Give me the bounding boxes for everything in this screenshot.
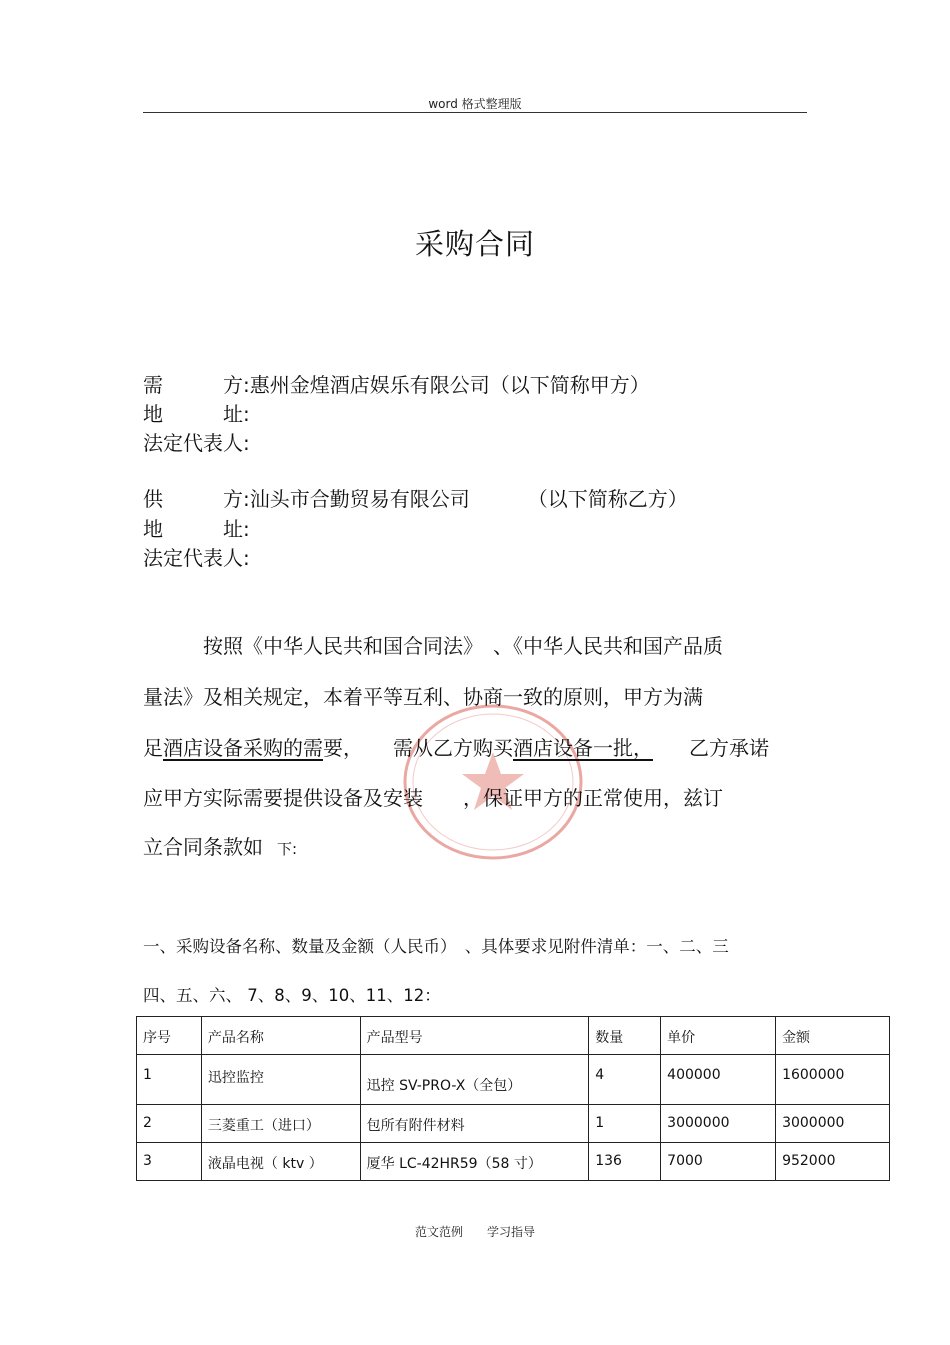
table-cell: 1: [137, 1055, 202, 1105]
table-cell: 7000: [661, 1143, 776, 1181]
seller-party-value: 汕头市合勤贸易有限公司: [249, 487, 470, 511]
seller-party-suffix: （以下简称乙方）: [527, 487, 688, 511]
table-row: [137, 1105, 890, 1143]
preamble-line-3-a: 足: [143, 736, 163, 760]
table-cell: 包所有附件材料: [360, 1105, 589, 1143]
preamble-line-5: [143, 831, 297, 860]
seller-rep-line: [143, 542, 250, 571]
preamble-line-3-e: 乙方承诺: [689, 736, 769, 760]
table-cell: 1: [589, 1105, 661, 1143]
buyer-rep-key: 法定代表人:: [143, 431, 250, 455]
seller-party-line: [143, 483, 688, 512]
table-cell: 厦华 LC-42HR59（58 寸）: [360, 1143, 589, 1181]
header-rule: [143, 112, 807, 113]
preamble-line-5-small: 下:: [277, 840, 298, 858]
page-header: word 格式整理版: [428, 97, 522, 111]
seller-address-line: [143, 513, 250, 542]
equipment-table: [136, 1016, 890, 1181]
buyer-address-key: 地 址:: [143, 402, 250, 426]
table-cell: 2: [137, 1105, 202, 1143]
preamble-line-3-underlined-2: 酒店设备一批，: [513, 736, 653, 760]
buyer-party-line: [143, 369, 650, 398]
table-row: [137, 1143, 890, 1181]
preamble-line-5-main: 立合同条款如: [143, 835, 263, 859]
header-cell: 产品型号: [360, 1017, 589, 1055]
header-cell: 序号: [137, 1017, 202, 1055]
buyer-address-line: [143, 398, 250, 427]
table-cell: 3000000: [776, 1105, 890, 1143]
table-cell: 迅控监控: [201, 1055, 360, 1105]
table-cell: 3: [137, 1143, 202, 1181]
table-row: [137, 1055, 890, 1105]
section-1-line-2: 四、五、六、 7、8、9、10、11、12：: [143, 986, 441, 1005]
table-cell: 4: [589, 1055, 661, 1105]
header-cell: 产品名称: [201, 1017, 360, 1055]
preamble-line-2: 量法》及相关规定，本着平等互利、协商一致的原则，甲方为满: [143, 685, 703, 709]
buyer-party-value: 惠州金煌酒店娱乐有限公司（以下简称甲方）: [249, 373, 650, 397]
table-cell: 三菱重工（进口）: [201, 1105, 360, 1143]
seller-party-key: 供 方:: [143, 487, 250, 511]
table-header-row: [137, 1017, 890, 1055]
table-cell: 136: [589, 1143, 661, 1181]
table-cell: 液晶电视（ ktv ）: [201, 1143, 360, 1181]
preamble-line-3-c: 要， 需从乙方购买: [323, 736, 513, 760]
table-cell: 1600000: [776, 1055, 890, 1105]
preamble-line-3-underlined-1: 酒店设备采购的需: [163, 736, 323, 760]
seller-rep-key: 法定代表人:: [143, 546, 250, 570]
header-cell: 单价: [661, 1017, 776, 1055]
table-cell: 迅控 SV-PRO-X（全包）: [360, 1055, 589, 1105]
header-cell: 金额: [776, 1017, 890, 1055]
buyer-party-key: 需 方:: [143, 373, 250, 397]
table-cell: 400000: [661, 1055, 776, 1105]
buyer-rep-line: [143, 427, 250, 456]
table-cell: 3000000: [661, 1105, 776, 1143]
table-cell: 952000: [776, 1143, 890, 1181]
header-cell: 数量: [589, 1017, 661, 1055]
section-1-line-1: 一、采购设备名称、数量及金额（人民币） 、具体要求见附件清单：一、二、三: [143, 937, 729, 956]
preamble-line-3: [143, 732, 769, 761]
page-footer: 范文范例 学习指导: [414, 1225, 535, 1239]
preamble-line-4: 应甲方实际需要提供设备及安装 ，保证甲方的正常使用，兹订: [143, 786, 723, 810]
contract-title: 采购合同: [414, 227, 535, 261]
seller-address-key: 地 址:: [143, 517, 250, 541]
preamble-line-1: 按照《中华人民共和国合同法》 、《中华人民共和国产品质: [203, 634, 723, 658]
